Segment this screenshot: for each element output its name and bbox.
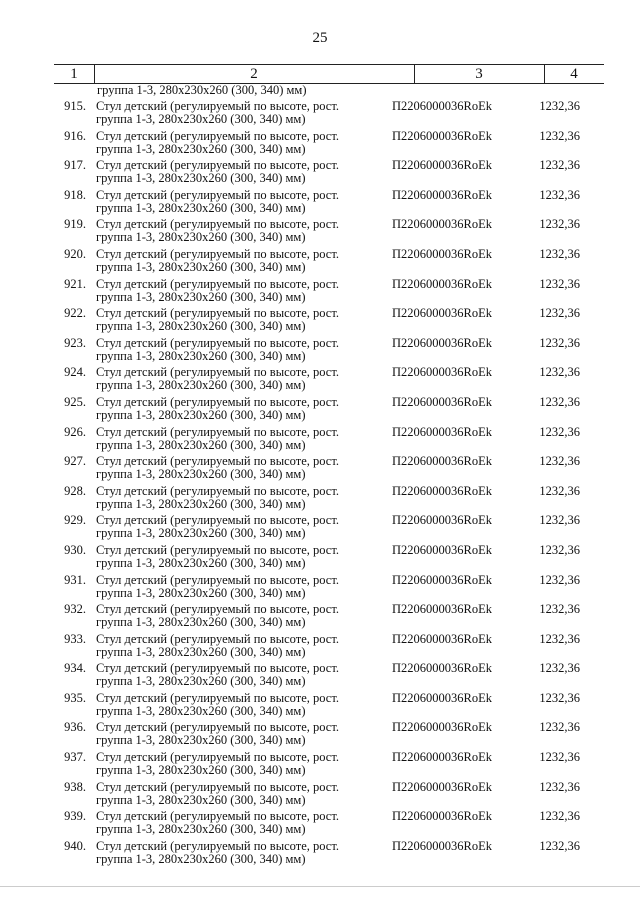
description-line-1: Стул детский (регулируемый по высоте, рост.	[96, 513, 340, 528]
description-line-1: Стул детский (регулируемый по высоте, рост.	[96, 335, 340, 350]
row-code: П2206000036RoEk	[392, 838, 492, 853]
table-row	[0, 659, 640, 689]
description-line-2: группа 1-3, 280х230х260 (300, 340) мм)	[96, 615, 306, 630]
row-price: 1232,36	[539, 779, 580, 794]
page-number: 25	[312, 30, 328, 46]
row-code: П2206000036RoEk	[392, 720, 492, 735]
row-code: П2206000036RoEk	[392, 661, 492, 676]
table-row	[0, 156, 640, 186]
column-header-2: 2	[250, 66, 258, 82]
row-description	[96, 781, 371, 807]
description-line-1: Стул детский (регулируемый по высоте, рост.	[96, 631, 340, 646]
table-row	[0, 718, 640, 748]
row-number: 921.	[64, 276, 86, 291]
row-code: П2206000036RoEk	[392, 483, 492, 498]
table-row	[0, 837, 640, 867]
row-number: 920.	[64, 246, 86, 261]
table-row	[0, 689, 640, 719]
table-row	[0, 748, 640, 778]
description-line-2: группа 1-3, 280х230х260 (300, 340) мм)	[96, 230, 306, 245]
description-line-1: Стул детский (регулируемый по высоте, рост.	[96, 483, 340, 498]
row-price: 1232,36	[539, 187, 580, 202]
description-line-1: Стул детский (регулируемый по высоте, рост.	[96, 542, 340, 557]
row-price: 1232,36	[539, 809, 580, 824]
row-description	[96, 603, 371, 629]
row-number: 931.	[64, 572, 86, 587]
row-number: 927.	[64, 454, 86, 469]
row-description	[96, 840, 371, 866]
column-divider	[544, 65, 545, 83]
description-line-1: Стул детский (регулируемый по высоте, рост.	[96, 661, 340, 676]
row-price: 1232,36	[539, 158, 580, 173]
page-bottom-edge	[0, 886, 640, 887]
row-number: 932.	[64, 602, 86, 617]
row-code: П2206000036RoEk	[392, 631, 492, 646]
row-number: 935.	[64, 690, 86, 705]
row-price: 1232,36	[539, 631, 580, 646]
row-number: 937.	[64, 750, 86, 765]
description-line-1: Стул детский (регулируемый по высоте, рост.	[96, 690, 340, 705]
row-description	[96, 485, 371, 511]
description-line-2: группа 1-3, 280х230х260 (300, 340) мм)	[96, 644, 306, 659]
table-row	[0, 97, 640, 127]
row-description	[96, 307, 371, 333]
row-price: 1232,36	[539, 838, 580, 853]
row-description	[96, 100, 371, 126]
description-line-2: группа 1-3, 280х230х260 (300, 340) мм)	[96, 851, 306, 866]
row-code: П2206000036RoEk	[392, 246, 492, 261]
description-line-2: группа 1-3, 280х230х260 (300, 340) мм)	[96, 496, 306, 511]
column-divider	[94, 65, 95, 83]
table-row	[0, 630, 640, 660]
row-price: 1232,36	[539, 661, 580, 676]
description-line-2: группа 1-3, 280х230х260 (300, 340) мм)	[96, 319, 306, 334]
row-number: 940.	[64, 838, 86, 853]
row-price: 1232,36	[539, 483, 580, 498]
description-line-2: группа 1-3, 280х230х260 (300, 340) мм)	[96, 348, 306, 363]
table-row	[0, 452, 640, 482]
description-line-2: группа 1-3, 280х230х260 (300, 340) мм)	[96, 733, 306, 748]
description-line-1: Стул детский (регулируемый по высоте, рост.	[96, 158, 340, 173]
description-line-1: Стул детский (регулируемый по высоте, рост.	[96, 424, 340, 439]
column-header-1: 1	[70, 66, 78, 82]
description-line-2: группа 1-3, 280х230х260 (300, 340) мм)	[96, 378, 306, 393]
row-number: 938.	[64, 779, 86, 794]
row-description	[96, 218, 371, 244]
description-line-1: Стул детский (регулируемый по высоте, рост.	[96, 572, 340, 587]
description-line-2: группа 1-3, 280х230х260 (300, 340) мм)	[96, 200, 306, 215]
row-code: П2206000036RoEk	[392, 750, 492, 765]
description-line-1: Стул детский (регулируемый по высоте, рост.	[96, 602, 340, 617]
description-line-2: группа 1-3, 280х230х260 (300, 340) мм)	[96, 437, 306, 452]
row-description	[96, 366, 371, 392]
row-number: 923.	[64, 335, 86, 350]
table-row	[0, 423, 640, 453]
row-number: 916.	[64, 128, 86, 143]
row-number: 939.	[64, 809, 86, 824]
row-code: П2206000036RoEk	[392, 572, 492, 587]
table-row	[0, 600, 640, 630]
description-line-2: группа 1-3, 280х230х260 (300, 340) мм)	[96, 467, 306, 482]
row-description	[96, 189, 371, 215]
row-price: 1232,36	[539, 128, 580, 143]
row-code: П2206000036RoEk	[392, 424, 492, 439]
row-number: 919.	[64, 217, 86, 232]
row-description	[96, 159, 371, 185]
table-row	[0, 186, 640, 216]
row-code: П2206000036RoEk	[392, 217, 492, 232]
row-description	[96, 337, 371, 363]
column-divider	[414, 65, 415, 83]
continuation-line: группа 1-3, 280х230х260 (300, 340) мм)	[97, 83, 307, 97]
table-row	[0, 334, 640, 364]
description-line-1: Стул детский (регулируемый по высоте, рост.	[96, 187, 340, 202]
table-rows	[0, 97, 640, 866]
row-price: 1232,36	[539, 394, 580, 409]
row-description	[96, 633, 371, 659]
row-price: 1232,36	[539, 246, 580, 261]
row-number: 929.	[64, 513, 86, 528]
description-line-2: группа 1-3, 280х230х260 (300, 340) мм)	[96, 703, 306, 718]
row-number: 926.	[64, 424, 86, 439]
row-description	[96, 455, 371, 481]
row-number: 918.	[64, 187, 86, 202]
description-line-1: Стул детский (регулируемый по высоте, рост.	[96, 838, 340, 853]
description-line-2: группа 1-3, 280х230х260 (300, 340) мм)	[96, 763, 306, 778]
table-row	[0, 363, 640, 393]
table-row	[0, 482, 640, 512]
row-code: П2206000036RoEk	[392, 602, 492, 617]
row-description	[96, 544, 371, 570]
row-code: П2206000036RoEk	[392, 809, 492, 824]
row-price: 1232,36	[539, 335, 580, 350]
row-price: 1232,36	[539, 690, 580, 705]
row-code: П2206000036RoEk	[392, 542, 492, 557]
row-description	[96, 721, 371, 747]
description-line-2: группа 1-3, 280х230х260 (300, 340) мм)	[96, 792, 306, 807]
row-description	[96, 574, 371, 600]
description-line-1: Стул детский (регулируемый по высоте, рост.	[96, 276, 340, 291]
column-header-3: 3	[475, 66, 483, 82]
row-number: 934.	[64, 661, 86, 676]
row-number: 925.	[64, 394, 86, 409]
row-price: 1232,36	[539, 454, 580, 469]
row-code: П2206000036RoEk	[392, 454, 492, 469]
description-line-1: Стул детский (регулируемый по высоте, рост.	[96, 217, 340, 232]
description-line-2: группа 1-3, 280х230х260 (300, 340) мм)	[96, 555, 306, 570]
description-line-2: группа 1-3, 280х230х260 (300, 340) мм)	[96, 822, 306, 837]
row-code: П2206000036RoEk	[392, 187, 492, 202]
description-line-1: Стул детский (регулируемый по высоте, рост.	[96, 365, 340, 380]
row-price: 1232,36	[539, 602, 580, 617]
description-line-2: группа 1-3, 280х230х260 (300, 340) мм)	[96, 259, 306, 274]
row-price: 1232,36	[539, 720, 580, 735]
row-description	[96, 662, 371, 688]
description-line-1: Стул детский (регулируемый по высоте, рост.	[96, 809, 340, 824]
row-number: 928.	[64, 483, 86, 498]
row-description	[96, 396, 371, 422]
row-description	[96, 692, 371, 718]
description-line-2: группа 1-3, 280х230х260 (300, 340) мм)	[96, 171, 306, 186]
row-code: П2206000036RoEk	[392, 779, 492, 794]
table-row	[0, 778, 640, 808]
row-description	[96, 514, 371, 540]
table-row	[0, 541, 640, 571]
description-line-1: Стул детский (регулируемый по высоте, рост.	[96, 454, 340, 469]
table-row	[0, 127, 640, 157]
description-line-2: группа 1-3, 280х230х260 (300, 340) мм)	[96, 526, 306, 541]
description-line-1: Стул детский (регулируемый по высоте, рост.	[96, 750, 340, 765]
row-number: 936.	[64, 720, 86, 735]
table-header	[54, 64, 604, 84]
table-row	[0, 807, 640, 837]
row-code: П2206000036RoEk	[392, 394, 492, 409]
description-line-2: группа 1-3, 280х230х260 (300, 340) мм)	[96, 407, 306, 422]
row-description	[96, 130, 371, 156]
description-line-1: Стул детский (регулируемый по высоте, рост.	[96, 394, 340, 409]
row-price: 1232,36	[539, 99, 580, 113]
table-row	[0, 275, 640, 305]
row-price: 1232,36	[539, 276, 580, 291]
row-description	[96, 751, 371, 777]
row-code: П2206000036RoEk	[392, 128, 492, 143]
row-price: 1232,36	[539, 750, 580, 765]
row-description	[96, 248, 371, 274]
table-row	[0, 571, 640, 601]
row-price: 1232,36	[539, 217, 580, 232]
row-number: 915.	[64, 99, 86, 113]
table-row	[0, 393, 640, 423]
row-code: П2206000036RoEk	[392, 306, 492, 321]
row-number: 924.	[64, 365, 86, 380]
description-line-1: Стул детский (регулируемый по высоте, рост.	[96, 306, 340, 321]
column-header-4: 4	[570, 66, 578, 82]
row-code: П2206000036RoEk	[392, 335, 492, 350]
row-code: П2206000036RoEk	[392, 99, 492, 113]
row-price: 1232,36	[539, 424, 580, 439]
row-code: П2206000036RoEk	[392, 513, 492, 528]
row-code: П2206000036RoEk	[392, 276, 492, 291]
row-number: 933.	[64, 631, 86, 646]
row-number: 922.	[64, 306, 86, 321]
row-code: П2206000036RoEk	[392, 690, 492, 705]
row-code: П2206000036RoEk	[392, 365, 492, 380]
row-price: 1232,36	[539, 365, 580, 380]
description-line-2: группа 1-3, 280х230х260 (300, 340) мм)	[96, 141, 306, 156]
description-line-2: группа 1-3, 280х230х260 (300, 340) мм)	[96, 112, 306, 126]
table-row	[0, 245, 640, 275]
description-line-2: группа 1-3, 280х230х260 (300, 340) мм)	[96, 674, 306, 689]
row-price: 1232,36	[539, 542, 580, 557]
row-number: 930.	[64, 542, 86, 557]
description-line-2: группа 1-3, 280х230х260 (300, 340) мм)	[96, 289, 306, 304]
row-code: П2206000036RoEk	[392, 158, 492, 173]
description-line-2: группа 1-3, 280х230х260 (300, 340) мм)	[96, 585, 306, 600]
row-price: 1232,36	[539, 306, 580, 321]
row-price: 1232,36	[539, 572, 580, 587]
table-row	[0, 304, 640, 334]
row-price: 1232,36	[539, 513, 580, 528]
description-line-1: Стул детский (регулируемый по высоте, рост.	[96, 720, 340, 735]
description-line-1: Стул детский (регулируемый по высоте, рост.	[96, 128, 340, 143]
table-row	[0, 511, 640, 541]
row-description	[96, 810, 371, 836]
description-line-1: Стул детский (регулируемый по высоте, рост.	[96, 246, 340, 261]
row-number: 917.	[64, 158, 86, 173]
description-line-1: Стул детский (регулируемый по высоте, рост.	[96, 779, 340, 794]
description-line-1: Стул детский (регулируемый по высоте, рост.	[96, 99, 340, 113]
row-description	[96, 278, 371, 304]
row-description	[96, 426, 371, 452]
table-row	[0, 215, 640, 245]
